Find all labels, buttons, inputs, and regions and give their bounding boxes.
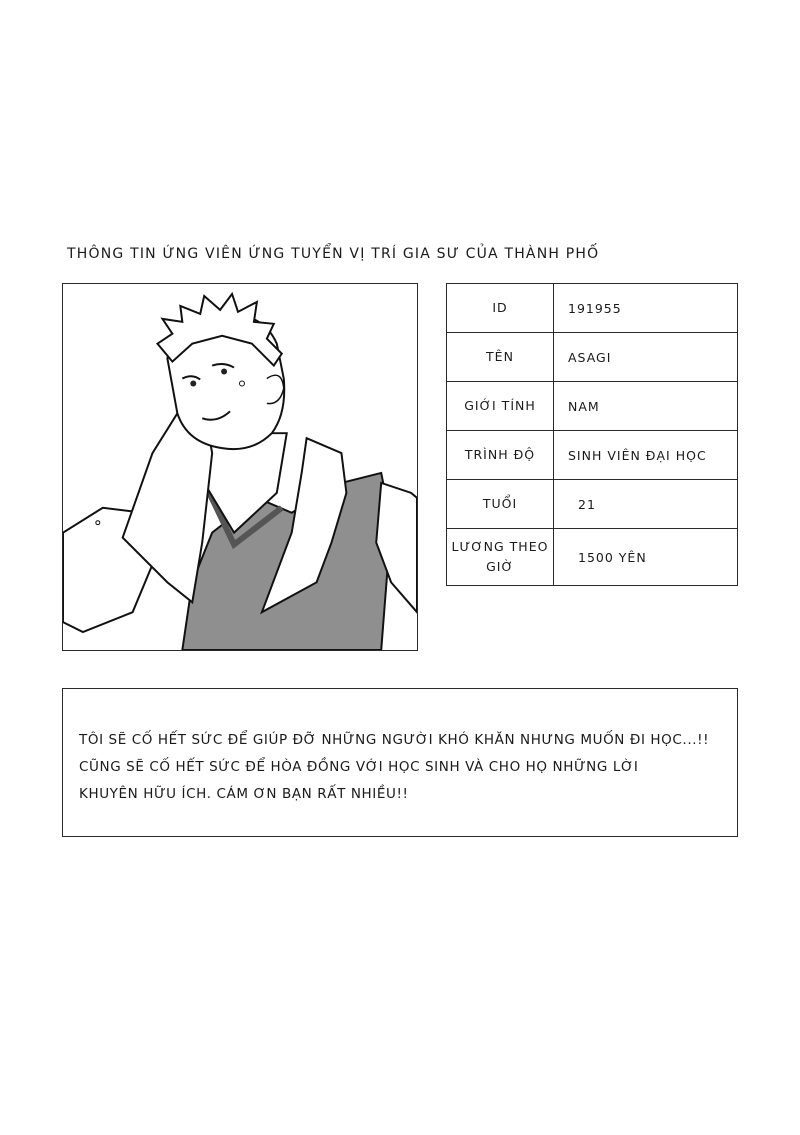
field-label: LƯƠNG THEO GIỜ — [447, 529, 554, 586]
table-row — [447, 480, 738, 529]
statement-line: TÔI SẼ CỐ HẾT SỨC ĐỂ GIÚP ĐỠ NHỮNG NGƯỜI KHÓ KHĂN NHƯNG MUỐN ĐI HỌC...!! — [79, 732, 710, 748]
portrait-illustration — [63, 284, 417, 650]
table-row — [447, 284, 738, 333]
table-row — [447, 382, 738, 431]
field-value: 21 — [554, 480, 738, 529]
field-value: SINH VIÊN ĐẠI HỌC — [554, 431, 738, 480]
statement-line: KHUYÊN HỮU ÍCH. CÁM ƠN BẠN RẤT NHIỀU!! — [79, 786, 409, 802]
table-row — [447, 529, 738, 586]
applicant-portrait — [62, 283, 418, 651]
field-value: 1500 YÊN — [554, 529, 738, 586]
applicant-info-table — [446, 283, 738, 586]
field-label: TÊN — [447, 333, 554, 382]
applicant-statement-box — [62, 688, 738, 837]
field-value: 191955 — [554, 284, 738, 333]
table-row — [447, 431, 738, 480]
table-row — [447, 333, 738, 382]
field-label: TUỔI — [447, 480, 554, 529]
statement-line: CŨNG SẼ CỐ HẾT SỨC ĐỂ HÒA ĐỒNG VỚI HỌC SINH VÀ CHO HỌ NHỮNG LỜI — [79, 759, 639, 775]
field-value: NAM — [554, 382, 738, 431]
field-label: GIỚI TÍNH — [447, 382, 554, 431]
page-heading: THÔNG TIN ỨNG VIÊN ỨNG TUYỂN VỊ TRÍ GIA SƯ CỦA THÀNH PHỐ — [67, 246, 600, 262]
field-value: ASAGI — [554, 333, 738, 382]
field-label: TRÌNH ĐỘ — [447, 431, 554, 480]
field-label: ID — [447, 284, 554, 333]
